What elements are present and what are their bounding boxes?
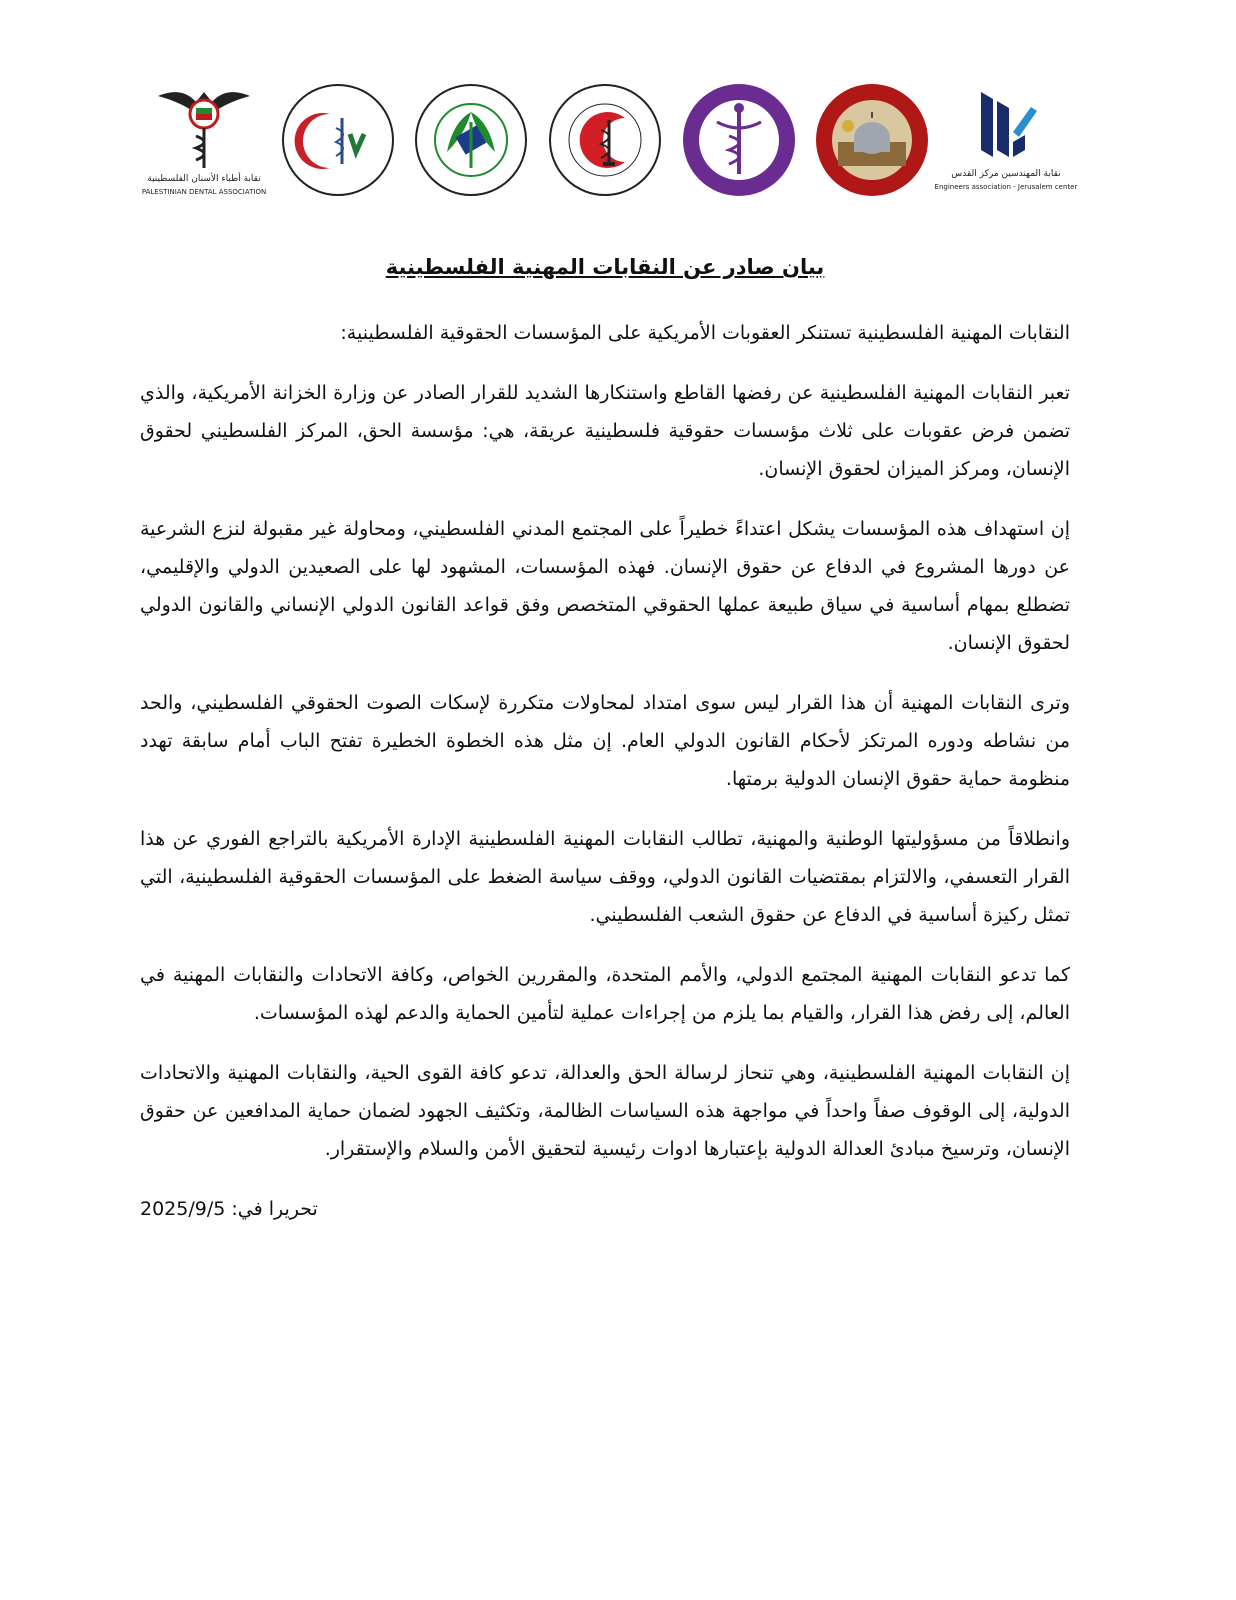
logo-strip xyxy=(141,70,1078,210)
document-paragraph: إن استهداف هذه المؤسسات يشكل اعتداءً خطيراً على المجتمع المدني الفلسطيني، ومحاولة غير مقبولة لنزع الشرعية عن دورها المشروع في الدفاع عن حقوق الإنسان. فهذه المؤسسات، المشهود لها على الصعيدين الدولي والإقليمي، تضطلع بمهام أساسية في سياق طبيعة عملها الحقوقي المتخصص وفق قواعد القانون الدولي الإنساني والقانون الدولي لحقوق الإنسان. xyxy=(140,518,1070,654)
document-paragraph: تعبر النقابات المهنية الفلسطينية عن رفضها القاطع واستنكارها الشديد للقرار الصادر عن وزارة الخزانة الأمريكية، والذي تضمن فرض عقوبات على ثلاث مؤسسات حقوقية فلسطينية عريقة، هي: مؤسسة الحق، المركز الفلسطيني لحقوق الإنسان، ومركز الميزان لحقوق الإنسان. xyxy=(140,382,1070,480)
bar-association-logo xyxy=(813,76,931,204)
document-intro: النقابات المهنية الفلسطينية تستنكر العقوبات الأمريكية على المؤسسات الحقوقية الفلسطينية: xyxy=(340,322,1070,344)
engineers-association-emblem-icon xyxy=(961,87,1051,167)
document-paragraph: كما تدعو النقابات المهنية المجتمع الدولي، والأمم المتحدة، والمقررين الخواص، وكافة الاتحادات والنقابات المهنية في العالم، إلى رفض هذا القرار، والقيام بما يلزم من إجراءات عملية لتأمين الحماية والدعم لهذه المؤسسات. xyxy=(140,964,1070,1024)
document-paragraph: وانطلاقاً من مسؤوليتها الوطنية والمهنية، تطالب النقابات المهنية الفلسطينية الإدارة الأمريكية بالتراجع الفوري عن هذا القرار التعسفي، والالتزام بمقتضيات القانون الدولي، ووقف سياسة الضغط على المؤسسات الحقوقية الفلسطينية، التي تمثل ركيزة أساسية في الدفاع عن حقوق الشعب الفلسطيني. xyxy=(140,828,1070,926)
document-paragraph: إن النقابات المهنية الفلسطينية، وهي تنحاز لرسالة الحق والعدالة، تدعو كافة القوى الحية، والنقابات المهنية والاتحادات الدولية، إلى الوقوف صفاً واحداً في مواجهة هذه السياسات الظالمة، وتكثيف الجهود لضمان حماية المدافعين عن حقوق الإنسان، وترسيخ مبادئ العدالة الدولية بإعتبارها ادوات رئيسية لتحقيق الأمن والسلام والإستقرار. xyxy=(140,1062,1070,1160)
agricultural-engineers-logo xyxy=(412,76,530,204)
document-paragraph: وترى النقابات المهنية أن هذا القرار ليس سوى امتداد لمحاولات متكررة لإسكات الصوت الحقوقي الفلسطيني، والحد من نشاطه ودوره المرتكز لأحكام القانون الدولي العام. إن مثل هذه الخطوة الخطيرة تفتح الباب أمام سابقة تهدد منظومة حماية حقوق الإنسان الدولية برمتها. xyxy=(140,692,1070,790)
logo-caption-ar: نقابة المهندسين مركز القدس xyxy=(951,169,1061,179)
logo-caption-en: PALESTINIAN DENTAL ASSOCIATION xyxy=(141,188,267,196)
logo-caption-en: Engineers association - Jerusalem center xyxy=(934,183,1078,191)
logo-caption-ar: نقابة أطباء الأسنان الفلسطينية xyxy=(147,174,261,184)
medical-association-seal-icon xyxy=(681,82,797,198)
pharmacists-syndicate-logo xyxy=(546,76,664,204)
veterinarians-seal-icon xyxy=(280,82,396,198)
pharmacists-syndicate-seal-icon xyxy=(547,82,663,198)
dental-association-emblem-icon xyxy=(152,82,256,172)
medical-association-logo xyxy=(680,76,798,204)
document-title: بيان صادر عن النقابات المهنية الفلسطينية xyxy=(385,255,825,279)
engineers-association-logo xyxy=(934,76,1078,204)
dental-association-logo xyxy=(141,76,267,204)
statement-document xyxy=(140,250,1070,1228)
document-date: تحريرا في: 2025/9/5 xyxy=(140,1198,318,1220)
bar-association-seal-icon xyxy=(814,82,930,198)
veterinarians-logo xyxy=(279,76,397,204)
agricultural-engineers-seal-icon xyxy=(413,82,529,198)
